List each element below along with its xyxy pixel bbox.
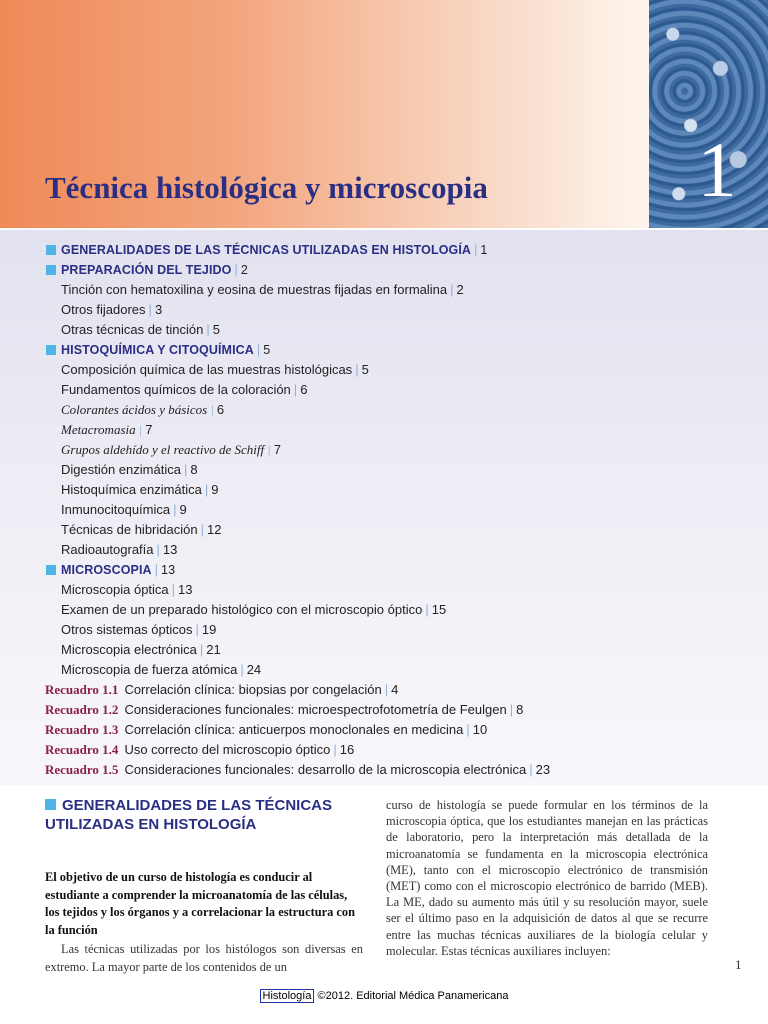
toc-separator: | bbox=[138, 422, 143, 437]
toc-separator: | bbox=[204, 482, 209, 497]
toc-separator: | bbox=[210, 402, 214, 417]
toc-entry[interactable] bbox=[0, 420, 768, 440]
lead-paragraph: El objetivo de un curso de histología es conducir al estudiante a comprender la microanatomía de las células, los tejidos y los órganos y a correlacionar la estructura con la función bbox=[45, 870, 355, 937]
toc-separator: | bbox=[425, 602, 429, 617]
toc-separator: | bbox=[156, 542, 160, 557]
section-bullet-icon bbox=[45, 799, 56, 810]
toc-separator: | bbox=[529, 762, 533, 777]
toc-entry-text: Grupos aldehído y el reactivo de Schiff bbox=[61, 442, 265, 457]
page-number: 1 bbox=[735, 957, 742, 972]
toc-entry-text: Digestión enzimática bbox=[61, 462, 181, 477]
toc-page-number: 6 bbox=[216, 402, 225, 417]
toc-page-number: 21 bbox=[206, 642, 221, 657]
toc-entry[interactable] bbox=[0, 520, 768, 540]
toc-entry-text: Composición química de las muestras histológicas bbox=[61, 362, 353, 377]
toc-entry[interactable] bbox=[0, 280, 768, 300]
toc-entry[interactable] bbox=[0, 400, 768, 420]
toc-entry-text: Inmunocitoquímica bbox=[61, 502, 171, 517]
toc-page-number: 13 bbox=[161, 563, 176, 577]
toc-separator: | bbox=[199, 642, 204, 657]
toc-entry-text: Uso correcto del microscopio óptico bbox=[124, 742, 331, 757]
toc-separator: | bbox=[450, 282, 454, 297]
chapter-number: 1 bbox=[697, 126, 737, 213]
toc-entry[interactable] bbox=[0, 340, 768, 360]
body-paragraph-left: Las técnicas utilizadas por los histólogos son diversas en extremo. La mayor parte de los contenidos de un bbox=[45, 942, 363, 974]
toc-separator: | bbox=[240, 662, 244, 677]
toc-page-number: 6 bbox=[300, 382, 308, 397]
toc-page-number: 15 bbox=[431, 602, 447, 617]
toc-bullet-icon bbox=[46, 265, 56, 275]
toc-box-label: Recuadro 1.4 bbox=[45, 742, 119, 757]
toc-entry[interactable] bbox=[0, 260, 768, 280]
toc-page-number: 7 bbox=[273, 442, 281, 457]
toc-entry-text: Otros sistemas ópticos bbox=[61, 622, 193, 637]
toc-entry-text: Microscopia de fuerza atómica bbox=[61, 662, 238, 677]
toc-entry[interactable] bbox=[0, 640, 768, 660]
toc-page-number: 16 bbox=[339, 742, 355, 757]
toc-entry[interactable] bbox=[0, 440, 768, 460]
footer-copyright: ©2012. Editorial Médica Panamericana bbox=[317, 990, 509, 1002]
toc-page-number: 5 bbox=[361, 362, 369, 377]
toc-separator: | bbox=[154, 563, 159, 577]
toc-entry[interactable] bbox=[0, 580, 768, 600]
toc-page-number: 19 bbox=[201, 622, 217, 637]
toc-separator: | bbox=[333, 742, 337, 757]
toc-entry-text: Metacromasia bbox=[61, 422, 136, 437]
toc-entry[interactable] bbox=[0, 660, 768, 680]
toc-box-label: Recuadro 1.2 bbox=[45, 702, 119, 717]
toc-separator: | bbox=[509, 702, 514, 717]
toc-entry-text: Consideraciones funcionales: desarrollo de la microscopia electrónica bbox=[124, 762, 527, 777]
footer bbox=[0, 990, 768, 1002]
toc-entry[interactable] bbox=[0, 460, 768, 480]
toc-entry-text: PREPARACIÓN DEL TEJIDO bbox=[61, 263, 232, 277]
toc-separator: | bbox=[384, 682, 389, 697]
toc-entry-text: Tinción con hematoxilina y eosina de muestras fijadas en formalina bbox=[61, 282, 448, 297]
footer-book-title[interactable]: Histología bbox=[260, 989, 315, 1003]
toc-entry-text: Correlación clínica: biopsias por congelación bbox=[124, 682, 382, 697]
toc-entry[interactable] bbox=[0, 300, 768, 320]
toc-page-number: 2 bbox=[456, 282, 464, 297]
toc-page-number: 4 bbox=[391, 682, 399, 697]
toc-entry-text: Fundamentos químicos de la coloración bbox=[61, 382, 291, 397]
toc-entry-text: Correlación clínica: anticuerpos monoclonales en medicina bbox=[124, 722, 464, 737]
toc-entry[interactable] bbox=[0, 360, 768, 380]
toc-page-number: 7 bbox=[145, 422, 153, 437]
toc-page-number: 24 bbox=[246, 662, 262, 677]
toc-box-entry[interactable] bbox=[0, 720, 768, 740]
toc-entry-text: Microscopia óptica bbox=[61, 582, 169, 597]
toc-entry-text: Técnicas de hibridación bbox=[61, 522, 198, 537]
toc-entry[interactable] bbox=[0, 380, 768, 400]
toc-entry-text: Examen de un preparado histológico con el microscopio óptico bbox=[61, 602, 423, 617]
toc-separator: | bbox=[148, 302, 152, 317]
toc-separator: | bbox=[466, 722, 470, 737]
toc-page-number: 13 bbox=[162, 542, 178, 557]
toc-separator: | bbox=[267, 442, 271, 457]
toc-page-number: 13 bbox=[178, 582, 193, 597]
toc-page-number: 9 bbox=[179, 502, 187, 517]
toc-page-number: 8 bbox=[516, 702, 524, 717]
toc-entry[interactable] bbox=[0, 600, 768, 620]
toc-entry-text: Colorantes ácidos y básicos bbox=[61, 402, 208, 417]
toc-separator: | bbox=[200, 522, 204, 537]
toc-entry-text: Microscopia electrónica bbox=[61, 642, 197, 657]
toc-entry[interactable] bbox=[0, 500, 768, 520]
toc-entry-text: MICROSCOPIA bbox=[61, 563, 152, 577]
section-heading-text: GENERALIDADES DE LAS TÉCNICAS UTILIZADAS EN HISTOLOGÍA bbox=[45, 797, 333, 833]
toc-separator: | bbox=[171, 582, 176, 597]
section-heading bbox=[45, 796, 355, 834]
toc-entry[interactable] bbox=[0, 620, 768, 640]
toc-entry[interactable] bbox=[0, 320, 768, 340]
toc-page-number: 3 bbox=[154, 302, 163, 317]
toc-page-number: 8 bbox=[190, 462, 198, 477]
toc-separator: | bbox=[234, 263, 238, 277]
toc-page-number: 5 bbox=[263, 343, 271, 357]
toc-bullet-icon bbox=[46, 565, 56, 575]
toc-entry-text: GENERALIDADES DE LAS TÉCNICAS UTILIZADAS EN HISTOLOGÍA bbox=[61, 243, 472, 257]
toc-entry-text: Otros fijadores bbox=[61, 302, 146, 317]
toc-box-entry[interactable] bbox=[0, 680, 768, 700]
chapter-title: Técnica histológica y microscopia bbox=[45, 170, 488, 205]
toc-list bbox=[0, 240, 768, 780]
toc-entry-text: Radioautografía bbox=[61, 542, 154, 557]
toc-page-number: 5 bbox=[212, 322, 220, 337]
toc-bullet-icon bbox=[46, 345, 56, 355]
toc-entry-text: HISTOQUÍMICA Y CITOQUÍMICA bbox=[61, 343, 254, 357]
toc-separator: | bbox=[256, 343, 261, 357]
toc-separator: | bbox=[293, 382, 298, 397]
body-paragraph-right: curso de histología se puede formular en los términos de la microscopia óptica, que los estudiantes manejan en las prácticas de laboratorio, pero la interpretación más detallada de la microanatomía se fundamenta en la microscopia electrónica (ME), tanto con el microscopio electrónico de transmisión (MET) como con el microscopio electrónico de barrido (MEB). La ME, dado su aumento más útil y su resolución mayor, suele ser el último paso en la adquisición de datos al que se recurre entre las muchas técnicas auxiliares de la biología celular y molecular. Estas técnicas auxiliares incluyen: bbox=[386, 798, 708, 958]
toc-box-entry[interactable] bbox=[0, 740, 768, 760]
toc-separator: | bbox=[183, 462, 188, 477]
toc-box-label: Recuadro 1.1 bbox=[45, 682, 119, 697]
toc-entry-text: Histoquímica enzimática bbox=[61, 482, 202, 497]
toc-page-number: 2 bbox=[240, 263, 248, 277]
toc-entry[interactable] bbox=[0, 540, 768, 560]
toc-box-label: Recuadro 1.3 bbox=[45, 722, 119, 737]
toc-box-entry[interactable] bbox=[0, 700, 768, 720]
toc-page-number: 9 bbox=[211, 482, 219, 497]
toc-page-number: 23 bbox=[535, 762, 551, 777]
toc-page-number: 10 bbox=[472, 722, 488, 737]
toc-entry[interactable] bbox=[0, 480, 768, 500]
toc-separator: | bbox=[355, 362, 359, 377]
toc-separator: | bbox=[173, 502, 177, 517]
toc-entry-text: Consideraciones funcionales: microespectrofotometría de Feulgen bbox=[124, 702, 507, 717]
toc-separator: | bbox=[206, 322, 210, 337]
table-of-contents bbox=[0, 230, 768, 785]
toc-separator: | bbox=[474, 243, 478, 257]
toc-bullet-icon bbox=[46, 245, 56, 255]
toc-separator: | bbox=[195, 622, 199, 637]
toc-page-number: 1 bbox=[480, 243, 488, 257]
toc-entry[interactable] bbox=[0, 560, 768, 580]
toc-page-number: 12 bbox=[206, 522, 222, 537]
toc-entry-text: Otras técnicas de tinción bbox=[61, 322, 204, 337]
toc-box-label: Recuadro 1.5 bbox=[45, 762, 119, 777]
toc-entry[interactable] bbox=[0, 240, 768, 260]
toc-box-entry[interactable] bbox=[0, 760, 768, 780]
